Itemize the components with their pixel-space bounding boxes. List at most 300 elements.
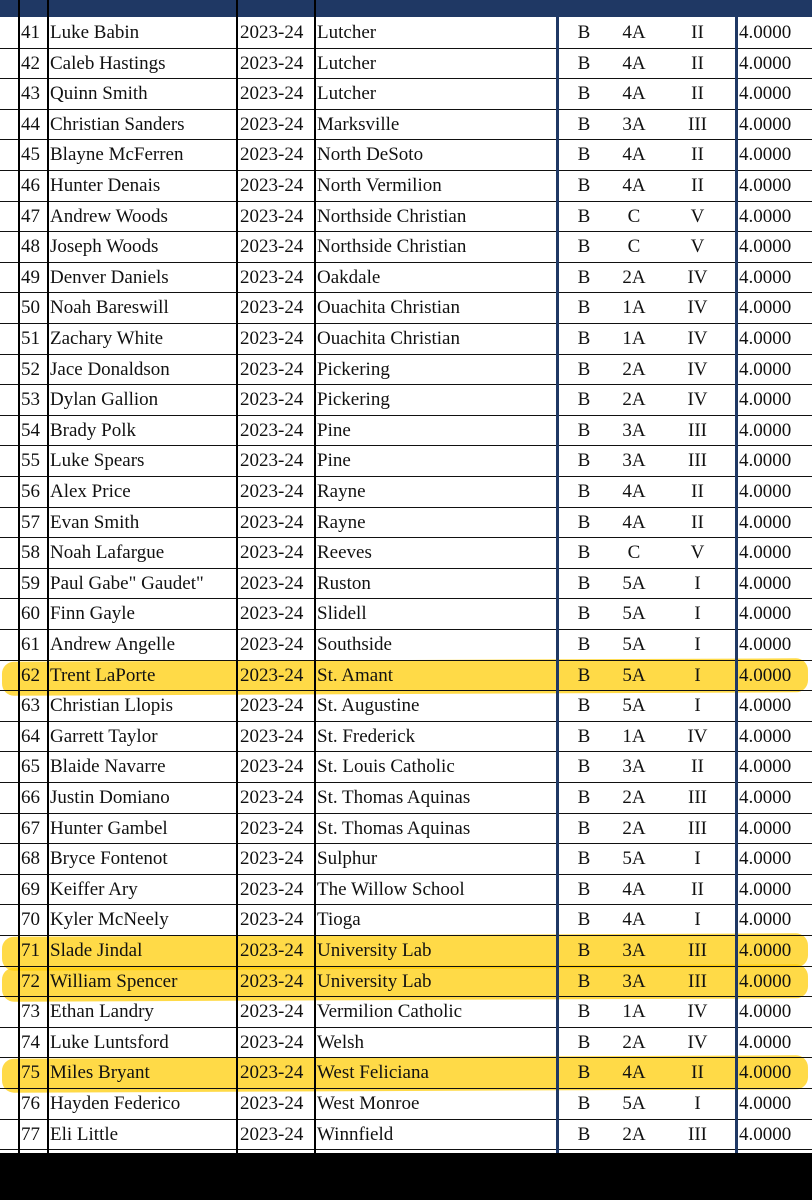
- cell-num: 49: [21, 266, 40, 288]
- cell-name: Blayne McFerren: [50, 144, 184, 166]
- cell-name: Ethan Landry: [50, 1001, 154, 1023]
- cell-year: 2023-24: [240, 756, 304, 778]
- cell-class: 3A: [622, 970, 646, 992]
- cell-num: 59: [21, 572, 40, 594]
- cell-num: 43: [21, 83, 40, 105]
- cell-class: 5A: [622, 572, 646, 594]
- cell-class: 4A: [622, 22, 646, 43]
- cell-school: Ouachita Christian: [317, 297, 460, 319]
- cell-division: II: [691, 481, 704, 502]
- cell-year: 2023-24: [240, 205, 304, 227]
- cell-sport: B: [577, 878, 591, 900]
- cell-school: Oakdale: [317, 266, 381, 288]
- cell-num: 68: [21, 848, 40, 870]
- cell-num: 45: [21, 144, 40, 166]
- cell-class: 2A: [622, 1031, 646, 1053]
- table-row: [0, 875, 812, 906]
- table-row: [0, 1089, 812, 1120]
- cell-class: 4A: [622, 481, 646, 502]
- table-row: [0, 477, 812, 508]
- cell-num: 71: [21, 940, 40, 961]
- cell-sport: B: [577, 236, 591, 258]
- cell-division: III: [688, 970, 707, 992]
- cell-school: Pickering: [317, 358, 390, 380]
- table-row: [0, 355, 812, 386]
- cell-sport: B: [577, 909, 591, 931]
- cell-name: Garrett Taylor: [50, 725, 158, 747]
- cell-sport: B: [577, 756, 591, 778]
- cell-school: Lutcher: [317, 52, 377, 74]
- cell-year: 2023-24: [240, 22, 304, 43]
- cell-class: 3A: [622, 113, 646, 135]
- table-row: [0, 293, 812, 324]
- cell-num: 77: [21, 1123, 40, 1145]
- cell-school: St. Augustine: [317, 695, 420, 717]
- cell-division: V: [690, 205, 705, 227]
- cell-num: 48: [21, 236, 40, 258]
- cell-class: 1A: [622, 328, 646, 349]
- cell-num: 47: [21, 205, 40, 227]
- cell-sport: B: [577, 358, 591, 380]
- table-row: [0, 385, 812, 416]
- table-row: [0, 1028, 812, 1059]
- cell-sport: B: [577, 603, 591, 625]
- cell-num: 46: [21, 175, 40, 196]
- cell-sport: B: [577, 664, 591, 686]
- table-row: [0, 416, 812, 447]
- cell-num: 41: [21, 22, 40, 43]
- cell-school: Northside Christian: [317, 205, 467, 227]
- table-row: [0, 630, 812, 661]
- cell-gpa: 4.0000: [739, 83, 792, 105]
- header-num: [21, 0, 47, 2]
- cell-num: 42: [21, 52, 40, 74]
- table-row: [0, 936, 812, 967]
- cell-sport: B: [577, 144, 591, 166]
- cell-name: Hunter Denais: [50, 175, 161, 196]
- cell-division: III: [688, 787, 707, 808]
- cell-class: 3A: [622, 450, 646, 472]
- cell-year: 2023-24: [240, 603, 304, 625]
- cell-class: C: [627, 236, 641, 258]
- cell-class: 1A: [622, 297, 646, 319]
- cell-num: 60: [21, 603, 40, 625]
- cell-class: 4A: [622, 511, 646, 533]
- cell-school: West Feliciana: [317, 1062, 429, 1084]
- cell-name: Blaide Navarre: [50, 756, 166, 778]
- cell-gpa: 4.0000: [739, 450, 792, 472]
- cell-gpa: 4.0000: [739, 940, 792, 961]
- cell-name: Justin Domiano: [50, 787, 170, 808]
- cell-school: Lutcher: [317, 22, 377, 43]
- cell-school: Welsh: [317, 1031, 365, 1053]
- cell-year: 2023-24: [240, 970, 304, 992]
- cell-sport: B: [577, 1001, 591, 1023]
- table-row: [0, 752, 812, 783]
- cell-class: C: [627, 542, 641, 564]
- cell-num: 53: [21, 389, 40, 411]
- cell-sport: B: [577, 848, 591, 870]
- cell-year: 2023-24: [240, 542, 304, 564]
- cell-class: 3A: [622, 756, 646, 778]
- cell-name: Caleb Hastings: [50, 52, 166, 74]
- cell-class: 4A: [622, 52, 646, 74]
- cell-name: Noah Lafargue: [50, 542, 165, 564]
- table-row: [0, 1058, 812, 1089]
- cell-division: II: [691, 83, 704, 105]
- cell-school: St. Louis Catholic: [317, 756, 455, 778]
- cell-name: Dylan Gallion: [50, 389, 159, 411]
- cell-year: 2023-24: [240, 848, 304, 870]
- table-row: [0, 905, 812, 936]
- cell-division: III: [688, 940, 707, 961]
- table-row: [0, 202, 812, 233]
- cell-school: Ruston: [317, 572, 371, 594]
- cell-gpa: 4.0000: [739, 756, 792, 778]
- header-class: [609, 0, 659, 2]
- cell-sport: B: [577, 572, 591, 594]
- cell-sport: B: [577, 175, 591, 196]
- cell-class: 4A: [622, 83, 646, 105]
- cell-num: 56: [21, 481, 40, 502]
- cell-school: Rayne: [317, 481, 366, 502]
- cell-year: 2023-24: [240, 1001, 304, 1023]
- cell-division: III: [688, 817, 707, 839]
- cell-gpa: 4.0000: [739, 52, 792, 74]
- cell-gpa: 4.0000: [739, 297, 792, 319]
- cell-school: North Vermilion: [317, 175, 442, 196]
- cell-sport: B: [577, 542, 591, 564]
- cell-division: IV: [687, 358, 708, 380]
- cell-class: 2A: [622, 389, 646, 411]
- cell-num: 74: [21, 1031, 40, 1053]
- cell-division: V: [690, 236, 705, 258]
- cell-gpa: 4.0000: [739, 787, 792, 808]
- cell-year: 2023-24: [240, 113, 304, 135]
- table-row: [0, 18, 812, 49]
- cell-sport: B: [577, 450, 591, 472]
- cell-sport: B: [577, 817, 591, 839]
- cell-gpa: 4.0000: [739, 1001, 792, 1023]
- cell-sport: B: [577, 266, 591, 288]
- cell-name: Keiffer Ary: [50, 878, 138, 900]
- cell-school: North DeSoto: [317, 144, 424, 166]
- cell-year: 2023-24: [240, 481, 304, 502]
- cell-sport: B: [577, 113, 591, 135]
- cell-year: 2023-24: [240, 175, 304, 196]
- cell-name: Luke Spears: [50, 450, 145, 472]
- cell-year: 2023-24: [240, 664, 304, 686]
- cell-division: IV: [687, 1001, 708, 1023]
- cell-year: 2023-24: [240, 52, 304, 74]
- cell-year: 2023-24: [240, 358, 304, 380]
- table-header: [0, 0, 812, 17]
- cell-class: 3A: [622, 419, 646, 441]
- cell-year: 2023-24: [240, 450, 304, 472]
- cell-name: Trent LaPorte: [50, 664, 156, 686]
- table-row: [0, 569, 812, 600]
- cell-sport: B: [577, 511, 591, 533]
- cell-num: 51: [21, 328, 40, 349]
- cell-division: I: [694, 695, 701, 717]
- cell-year: 2023-24: [240, 817, 304, 839]
- cell-gpa: 4.0000: [739, 1093, 792, 1114]
- cell-division: IV: [687, 389, 708, 411]
- cell-name: Alex Price: [50, 481, 131, 502]
- cell-division: V: [690, 542, 705, 564]
- cell-num: 64: [21, 725, 40, 747]
- cell-school: West Monroe: [317, 1093, 420, 1114]
- cell-class: 5A: [622, 664, 646, 686]
- table-row: [0, 263, 812, 294]
- cell-class: 5A: [622, 603, 646, 625]
- letterbox-bar: [0, 1153, 812, 1200]
- cell-gpa: 4.0000: [739, 695, 792, 717]
- cell-sport: B: [577, 1123, 591, 1145]
- cell-class: 5A: [622, 848, 646, 870]
- table-row: [0, 722, 812, 753]
- cell-name: Kyler McNeely: [50, 909, 169, 931]
- cell-name: Miles Bryant: [50, 1062, 150, 1084]
- cell-num: 57: [21, 511, 40, 533]
- cell-num: 52: [21, 358, 40, 380]
- cell-gpa: 4.0000: [739, 481, 792, 502]
- cell-gpa: 4.0000: [739, 1062, 792, 1084]
- cell-year: 2023-24: [240, 787, 304, 808]
- cell-division: II: [691, 756, 704, 778]
- cell-year: 2023-24: [240, 83, 304, 105]
- cell-class: 4A: [622, 1062, 646, 1084]
- cell-division: II: [691, 52, 704, 74]
- table-row: [0, 967, 812, 998]
- cell-year: 2023-24: [240, 297, 304, 319]
- cell-year: 2023-24: [240, 511, 304, 533]
- cell-year: 2023-24: [240, 940, 304, 961]
- cell-division: IV: [687, 266, 708, 288]
- cell-num: 55: [21, 450, 40, 472]
- cell-class: C: [627, 205, 641, 227]
- header-sport: [559, 0, 609, 2]
- cell-sport: B: [577, 634, 591, 655]
- cell-num: 50: [21, 297, 40, 319]
- cell-class: 3A: [622, 940, 646, 961]
- cell-num: 54: [21, 419, 40, 441]
- cell-gpa: 4.0000: [739, 817, 792, 839]
- cell-year: 2023-24: [240, 266, 304, 288]
- cell-year: 2023-24: [240, 1093, 304, 1114]
- cell-name: Brady Polk: [50, 419, 137, 441]
- cell-division: I: [694, 1093, 701, 1114]
- cell-gpa: 4.0000: [739, 603, 792, 625]
- header-name: [50, 0, 236, 2]
- cell-class: 1A: [622, 1001, 646, 1023]
- table-row: [0, 997, 812, 1028]
- cell-name: Slade Jindal: [50, 940, 143, 961]
- cell-num: 58: [21, 542, 40, 564]
- cell-division: IV: [687, 725, 708, 747]
- cell-division: III: [688, 419, 707, 441]
- cell-gpa: 4.0000: [739, 22, 792, 43]
- cell-class: 2A: [622, 817, 646, 839]
- cell-class: 4A: [622, 175, 646, 196]
- cell-name: Eli Little: [50, 1123, 119, 1145]
- cell-year: 2023-24: [240, 878, 304, 900]
- cell-division: III: [688, 1123, 707, 1145]
- cell-class: 2A: [622, 358, 646, 380]
- cell-division: IV: [687, 297, 708, 319]
- cell-school: St. Thomas Aquinas: [317, 787, 471, 808]
- cell-sport: B: [577, 940, 591, 961]
- cell-class: 2A: [622, 266, 646, 288]
- cell-sport: B: [577, 297, 591, 319]
- cell-name: Jace Donaldson: [50, 358, 170, 380]
- cell-gpa: 4.0000: [739, 236, 792, 258]
- table-row: [0, 599, 812, 630]
- cell-school: The Willow School: [317, 878, 465, 900]
- cell-name: Luke Babin: [50, 22, 140, 43]
- cell-class: 4A: [622, 909, 646, 931]
- cell-gpa: 4.0000: [739, 266, 792, 288]
- cell-sport: B: [577, 1031, 591, 1053]
- cell-school: St. Amant: [317, 664, 394, 686]
- cell-num: 76: [21, 1093, 40, 1114]
- cell-school: Pickering: [317, 389, 390, 411]
- cell-class: 5A: [622, 1093, 646, 1114]
- cell-school: Southside: [317, 634, 392, 655]
- table-row: [0, 110, 812, 141]
- header-division: [659, 0, 736, 2]
- cell-division: IV: [687, 1031, 708, 1053]
- table-row: [0, 79, 812, 110]
- cell-class: 4A: [622, 878, 646, 900]
- cell-school: Slidell: [317, 603, 367, 625]
- cell-school: Tioga: [317, 909, 361, 931]
- table-row: [0, 49, 812, 80]
- cell-division: I: [694, 909, 701, 931]
- cell-division: II: [691, 175, 704, 196]
- cell-gpa: 4.0000: [739, 878, 792, 900]
- table-row: [0, 446, 812, 477]
- cell-school: Marksville: [317, 113, 400, 135]
- table-row: [0, 538, 812, 569]
- cell-gpa: 4.0000: [739, 175, 792, 196]
- cell-name: Luke Luntsford: [50, 1031, 169, 1053]
- cell-sport: B: [577, 205, 591, 227]
- cell-school: Reeves: [317, 542, 372, 564]
- cell-num: 75: [21, 1062, 40, 1084]
- cell-num: 62: [21, 664, 40, 686]
- table-row: [0, 814, 812, 845]
- cell-year: 2023-24: [240, 236, 304, 258]
- cell-sport: B: [577, 1093, 591, 1114]
- cell-year: 2023-24: [240, 389, 304, 411]
- cell-division: I: [694, 603, 701, 625]
- cell-gpa: 4.0000: [739, 1123, 792, 1145]
- cell-name: Finn Gayle: [50, 603, 135, 625]
- cell-school: Sulphur: [317, 848, 378, 870]
- cell-sport: B: [577, 695, 591, 717]
- cell-school: University Lab: [317, 970, 432, 992]
- header-year: [240, 0, 314, 2]
- cell-num: 65: [21, 756, 40, 778]
- cell-gpa: 4.0000: [739, 113, 792, 135]
- cell-division: I: [694, 572, 701, 594]
- cell-gpa: 4.0000: [739, 205, 792, 227]
- cell-year: 2023-24: [240, 1123, 304, 1145]
- table-row: [0, 783, 812, 814]
- cell-division: II: [691, 1062, 704, 1084]
- cell-sport: B: [577, 83, 591, 105]
- cell-school: University Lab: [317, 940, 432, 961]
- table-row: [0, 324, 812, 355]
- table-row: [0, 140, 812, 171]
- cell-year: 2023-24: [240, 419, 304, 441]
- cell-class: 4A: [622, 144, 646, 166]
- cell-class: 2A: [622, 1123, 646, 1145]
- cell-name: Denver Daniels: [50, 266, 169, 288]
- cell-year: 2023-24: [240, 725, 304, 747]
- cell-num: 44: [21, 113, 40, 135]
- cell-class: 5A: [622, 695, 646, 717]
- cell-school: Rayne: [317, 511, 366, 533]
- cell-name: Paul Gabe" Gaudet": [50, 572, 204, 594]
- cell-name: Evan Smith: [50, 511, 140, 533]
- cell-sport: B: [577, 419, 591, 441]
- cell-year: 2023-24: [240, 695, 304, 717]
- cell-sport: B: [577, 328, 591, 349]
- cell-name: Hayden Federico: [50, 1093, 181, 1114]
- cell-year: 2023-24: [240, 634, 304, 655]
- cell-name: William Spencer: [50, 970, 178, 992]
- cell-school: Pine: [317, 450, 351, 472]
- cell-gpa: 4.0000: [739, 389, 792, 411]
- cell-name: Hunter Gambel: [50, 817, 168, 839]
- cell-name: Zachary White: [50, 328, 164, 349]
- cell-school: Winnfield: [317, 1123, 394, 1145]
- cell-gpa: 4.0000: [739, 1031, 792, 1053]
- table-row: [0, 171, 812, 202]
- table-row: [0, 508, 812, 539]
- cell-year: 2023-24: [240, 1062, 304, 1084]
- cell-year: 2023-24: [240, 572, 304, 594]
- cell-division: IV: [687, 328, 708, 349]
- cell-sport: B: [577, 481, 591, 502]
- cell-division: I: [694, 634, 701, 655]
- cell-division: III: [688, 113, 707, 135]
- cell-class: 2A: [622, 787, 646, 808]
- cell-gpa: 4.0000: [739, 572, 792, 594]
- cell-num: 72: [21, 970, 40, 992]
- cell-gpa: 4.0000: [739, 542, 792, 564]
- cell-num: 73: [21, 1001, 40, 1023]
- cell-gpa: 4.0000: [739, 970, 792, 992]
- cell-sport: B: [577, 22, 591, 43]
- cell-name: Andrew Woods: [50, 205, 168, 227]
- table-row: [0, 844, 812, 875]
- cell-gpa: 4.0000: [739, 419, 792, 441]
- cell-gpa: 4.0000: [739, 144, 792, 166]
- table-row: [0, 691, 812, 722]
- cell-num: 63: [21, 695, 40, 717]
- cell-num: 69: [21, 878, 40, 900]
- cell-name: Noah Bareswill: [50, 297, 169, 319]
- cell-division: II: [691, 511, 704, 533]
- cell-name: Andrew Angelle: [50, 634, 176, 655]
- cell-year: 2023-24: [240, 144, 304, 166]
- cell-division: II: [691, 878, 704, 900]
- table-row: [0, 661, 812, 692]
- cell-sport: B: [577, 970, 591, 992]
